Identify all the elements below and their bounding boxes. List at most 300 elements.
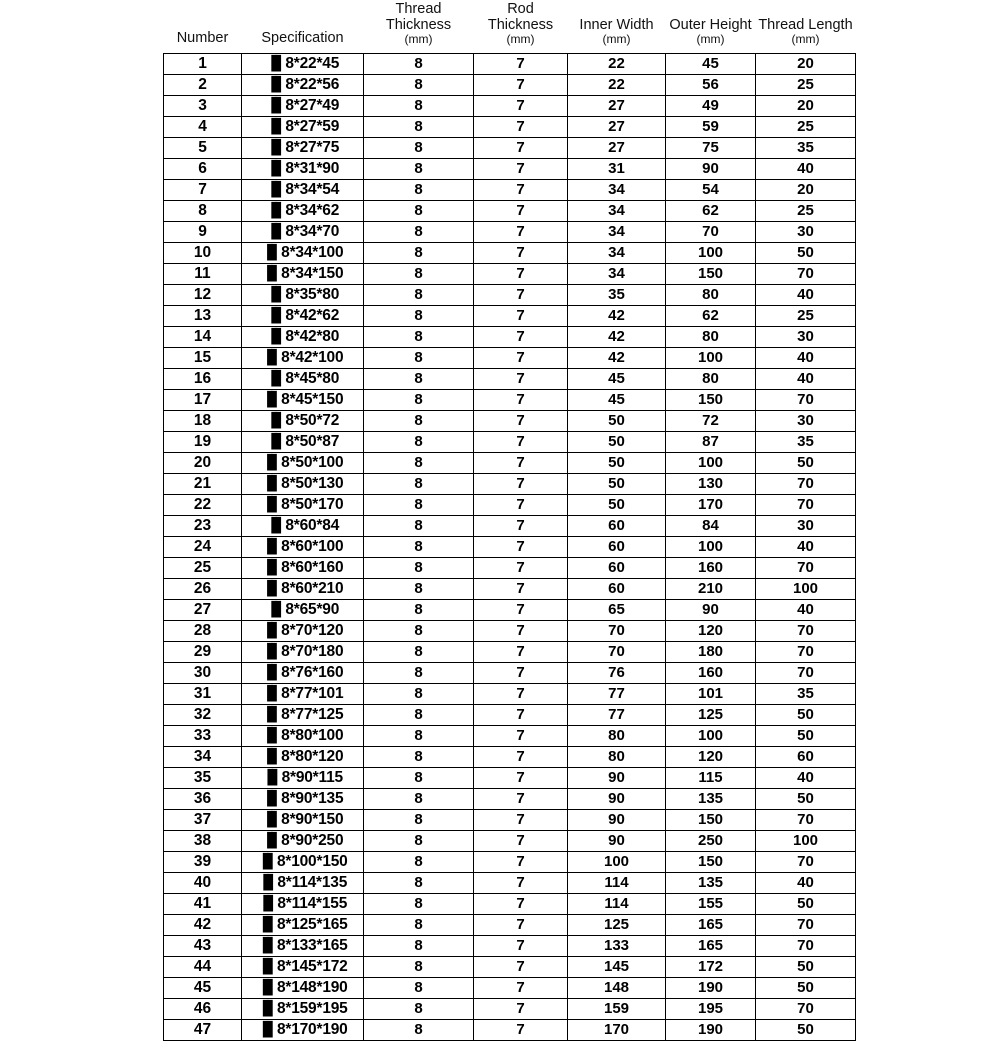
cell-specification [242,221,364,242]
cell-specification-text: 8*133*165 [276,936,348,954]
cell-outer-height: 160 [666,662,756,683]
clamp-icon: ▐▌ [261,622,282,639]
cell-rod-thickness: 7 [474,368,568,389]
cell-inner-width: 65 [568,599,666,620]
cell-specification [242,725,364,746]
clamp-icon: ▐▌ [261,727,282,744]
cell-specification-text: 8*125*165 [276,915,348,933]
cell-thread-thickness: 8 [364,641,474,662]
cell-rod-thickness: 7 [474,704,568,725]
cell-inner-width: 70 [568,641,666,662]
cell-thread-thickness: 8 [364,662,474,683]
cell-thread-length: 100 [756,578,856,599]
cell-thread-length: 100 [756,830,856,851]
cell-thread-length: 70 [756,557,856,578]
cell-thread-thickness: 8 [364,263,474,284]
clamp-icon: ▐▌ [257,916,277,933]
cell-thread-length: 50 [756,956,856,977]
cell-specification-text: 8*70*120 [281,621,344,639]
cell-thread-thickness: 8 [364,599,474,620]
cell-rod-thickness: 7 [474,935,568,956]
column-header-inner-width-unit: (mm) [602,32,631,47]
cell-specification [242,368,364,389]
cell-thread-thickness: 8 [364,326,474,347]
cell-specification-text: 8*60*100 [281,537,344,555]
clamp-icon: ▐▌ [261,559,282,576]
column-header-specification-label: Specification [261,29,344,46]
cell-number: 11 [164,263,242,284]
cell-specification [242,452,364,473]
cell-outer-height: 75 [666,137,756,158]
cell-inner-width: 34 [568,221,666,242]
cell-thread-length: 30 [756,515,856,536]
cell-outer-height: 100 [666,242,756,263]
table-row [164,494,856,515]
cell-number: 15 [164,347,242,368]
cell-rod-thickness: 7 [474,809,568,830]
cell-outer-height: 100 [666,347,756,368]
cell-number: 6 [164,158,242,179]
cell-specification [242,200,364,221]
clamp-icon: ▐▌ [261,349,282,366]
cell-rod-thickness: 7 [474,977,568,998]
cell-outer-height: 150 [666,263,756,284]
specification-table [163,0,856,1041]
cell-number: 16 [164,368,242,389]
cell-rod-thickness: 7 [474,137,568,158]
cell-number: 18 [164,410,242,431]
cell-specification-text: 8*145*172 [276,957,348,975]
cell-thread-thickness: 8 [364,179,474,200]
cell-specification [242,830,364,851]
cell-number: 26 [164,578,242,599]
clamp-icon: ▐▌ [265,223,286,240]
cell-rod-thickness: 7 [474,620,568,641]
clamp-icon: ▐▌ [257,937,277,954]
cell-inner-width: 60 [568,557,666,578]
cell-thread-length: 70 [756,620,856,641]
cell-outer-height: 190 [666,977,756,998]
clamp-icon: ▐▌ [265,370,286,387]
cell-thread-thickness: 8 [364,809,474,830]
cell-rod-thickness: 7 [474,284,568,305]
cell-thread-length: 70 [756,914,856,935]
cell-specification-text: 8*27*49 [285,96,340,114]
cell-thread-length: 25 [756,200,856,221]
table-row [164,998,856,1019]
clamp-icon: ▐▌ [265,139,286,156]
cell-rod-thickness: 7 [474,788,568,809]
cell-inner-width: 90 [568,788,666,809]
cell-specification [242,788,364,809]
cell-inner-width: 170 [568,1019,666,1040]
cell-inner-width: 45 [568,389,666,410]
cell-thread-length: 20 [756,179,856,200]
table-row [164,767,856,788]
cell-inner-width: 31 [568,158,666,179]
cell-inner-width: 34 [568,200,666,221]
table-row [164,53,856,74]
cell-thread-thickness: 8 [364,158,474,179]
clamp-icon: ▐▌ [265,286,286,303]
cell-specification-text: 8*60*160 [281,558,344,576]
cell-thread-length: 50 [756,242,856,263]
cell-thread-thickness: 8 [364,536,474,557]
cell-number: 37 [164,809,242,830]
cell-outer-height: 165 [666,914,756,935]
table-row [164,158,856,179]
cell-outer-height: 62 [666,200,756,221]
cell-inner-width: 50 [568,473,666,494]
cell-outer-height: 100 [666,452,756,473]
cell-thread-thickness: 8 [364,767,474,788]
table-row [164,452,856,473]
cell-inner-width: 159 [568,998,666,1019]
cell-thread-thickness: 8 [364,74,474,95]
cell-outer-height: 210 [666,578,756,599]
cell-rod-thickness: 7 [474,116,568,137]
cell-number: 1 [164,53,242,74]
cell-inner-width: 42 [568,305,666,326]
table-row [164,557,856,578]
cell-thread-length: 25 [756,305,856,326]
cell-rod-thickness: 7 [474,767,568,788]
cell-specification-text: 8*114*135 [277,873,348,891]
cell-specification [242,767,364,788]
cell-inner-width: 80 [568,725,666,746]
cell-specification [242,347,364,368]
column-header-thread-thickness-unit: (mm) [404,32,433,47]
cell-specification-text: 8*31*90 [285,159,340,177]
cell-inner-width: 35 [568,284,666,305]
cell-rod-thickness: 7 [474,326,568,347]
cell-number: 25 [164,557,242,578]
cell-rod-thickness: 7 [474,746,568,767]
cell-specification-text: 8*60*210 [281,579,344,597]
cell-rod-thickness: 7 [474,557,568,578]
cell-specification [242,893,364,914]
clamp-icon: ▐▌ [261,685,282,702]
cell-specification [242,326,364,347]
cell-rod-thickness: 7 [474,998,568,1019]
cell-inner-width: 114 [568,872,666,893]
cell-number: 5 [164,137,242,158]
cell-inner-width: 148 [568,977,666,998]
clamp-icon: ▐▌ [265,76,286,93]
cell-number: 32 [164,704,242,725]
cell-rod-thickness: 7 [474,872,568,893]
cell-number: 44 [164,956,242,977]
cell-thread-thickness: 8 [364,452,474,473]
clamp-icon: ▐▌ [261,391,282,408]
cell-specification [242,242,364,263]
cell-specification-text: 8*90*250 [281,831,344,849]
cell-outer-height: 120 [666,746,756,767]
cell-number: 20 [164,452,242,473]
cell-specification [242,263,364,284]
cell-specification [242,305,364,326]
cell-specification [242,851,364,872]
cell-number: 3 [164,95,242,116]
cell-rod-thickness: 7 [474,242,568,263]
cell-inner-width: 50 [568,431,666,452]
cell-outer-height: 54 [666,179,756,200]
cell-thread-length: 20 [756,53,856,74]
cell-thread-length: 40 [756,284,856,305]
clamp-icon: ▐▌ [257,1000,277,1017]
column-header-outer-height-label: Outer Height [669,16,752,33]
cell-inner-width: 34 [568,263,666,284]
cell-inner-width: 50 [568,494,666,515]
cell-inner-width: 70 [568,620,666,641]
cell-specification-text: 8*42*100 [281,348,344,366]
cell-thread-thickness: 8 [364,368,474,389]
cell-specification-text: 8*90*115 [281,768,343,786]
cell-outer-height: 62 [666,305,756,326]
cell-thread-thickness: 8 [364,431,474,452]
cell-specification [242,74,364,95]
table-row [164,389,856,410]
cell-specification-text: 8*22*45 [285,54,340,72]
cell-number: 36 [164,788,242,809]
cell-inner-width: 27 [568,116,666,137]
cell-outer-height: 80 [666,284,756,305]
cell-specification-text: 8*50*87 [285,432,340,450]
cell-number: 4 [164,116,242,137]
cell-inner-width: 22 [568,53,666,74]
cell-specification [242,53,364,74]
cell-specification [242,116,364,137]
cell-inner-width: 114 [568,893,666,914]
cell-specification-text: 8*34*100 [281,243,344,261]
clamp-icon: ▐▌ [265,601,286,618]
cell-thread-length: 50 [756,704,856,725]
cell-thread-length: 50 [756,1019,856,1040]
cell-number: 47 [164,1019,242,1040]
cell-outer-height: 101 [666,683,756,704]
cell-inner-width: 90 [568,830,666,851]
cell-thread-thickness: 8 [364,116,474,137]
cell-rod-thickness: 7 [474,95,568,116]
cell-thread-length: 50 [756,893,856,914]
table-row [164,620,856,641]
column-header-thread-thickness-label: Thread Thickness [385,1,452,33]
cell-outer-height: 180 [666,641,756,662]
table-row [164,956,856,977]
cell-thread-length: 70 [756,998,856,1019]
clamp-icon: ▐▌ [261,790,282,807]
cell-rod-thickness: 7 [474,956,568,977]
cell-thread-length: 40 [756,158,856,179]
cell-rod-thickness: 7 [474,515,568,536]
cell-specification-text: 8*34*150 [281,264,344,282]
column-header-rod-thickness-label: Rod Thickness [487,1,554,33]
cell-rod-thickness: 7 [474,200,568,221]
clamp-icon: ▐▌ [265,412,286,429]
column-header-thread-length [756,0,856,53]
cell-specification-text: 8*80*120 [281,747,344,765]
cell-rod-thickness: 7 [474,305,568,326]
table-header-row [164,0,856,53]
cell-specification-text: 8*42*62 [285,306,340,324]
cell-rod-thickness: 7 [474,536,568,557]
cell-rod-thickness: 7 [474,347,568,368]
cell-specification-text: 8*27*59 [285,117,340,135]
cell-rod-thickness: 7 [474,662,568,683]
cell-inner-width: 50 [568,452,666,473]
table-row [164,95,856,116]
cell-inner-width: 34 [568,179,666,200]
cell-thread-length: 70 [756,389,856,410]
column-header-thread-length-label: Thread Length [758,16,853,33]
cell-inner-width: 60 [568,536,666,557]
cell-rod-thickness: 7 [474,221,568,242]
cell-thread-length: 25 [756,116,856,137]
cell-specification-text: 8*50*72 [285,411,340,429]
cell-specification [242,95,364,116]
cell-outer-height: 80 [666,368,756,389]
clamp-icon: ▐▌ [261,496,282,513]
cell-specification-text: 8*90*135 [281,789,344,807]
cell-rod-thickness: 7 [474,914,568,935]
cell-thread-thickness: 8 [364,935,474,956]
cell-outer-height: 135 [666,872,756,893]
clamp-icon: ▐▌ [257,1021,277,1038]
table-row [164,704,856,725]
column-header-outer-height [666,0,756,53]
cell-thread-thickness: 8 [364,893,474,914]
cell-number: 35 [164,767,242,788]
column-header-outer-height-unit: (mm) [696,32,725,47]
cell-thread-thickness: 8 [364,578,474,599]
clamp-icon: ▐▌ [261,748,282,765]
cell-number: 34 [164,746,242,767]
cell-specification [242,704,364,725]
cell-specification [242,683,364,704]
cell-inner-width: 80 [568,746,666,767]
column-header-number-label: Number [176,29,229,46]
cell-thread-length: 40 [756,767,856,788]
cell-outer-height: 130 [666,473,756,494]
cell-outer-height: 84 [666,515,756,536]
table-row [164,725,856,746]
cell-outer-height: 90 [666,158,756,179]
cell-thread-thickness: 8 [364,95,474,116]
cell-specification-text: 8*148*190 [276,978,348,996]
cell-thread-thickness: 8 [364,830,474,851]
cell-thread-thickness: 8 [364,998,474,1019]
table-row [164,662,856,683]
table-row [164,914,856,935]
cell-specification [242,473,364,494]
cell-thread-thickness: 8 [364,851,474,872]
cell-number: 13 [164,305,242,326]
clamp-icon: ▐▌ [261,580,282,597]
cell-rod-thickness: 7 [474,494,568,515]
clamp-icon: ▐▌ [265,181,286,198]
clamp-icon: ▐▌ [261,811,282,828]
cell-rod-thickness: 7 [474,263,568,284]
clamp-icon: ▐▌ [257,958,277,975]
cell-thread-thickness: 8 [364,788,474,809]
table-row [164,431,856,452]
cell-outer-height: 80 [666,326,756,347]
cell-specification-text: 8*27*75 [285,138,340,156]
cell-rod-thickness: 7 [474,158,568,179]
cell-thread-length: 35 [756,683,856,704]
cell-thread-length: 35 [756,137,856,158]
cell-number: 46 [164,998,242,1019]
cell-thread-length: 40 [756,599,856,620]
cell-specification-text: 8*50*130 [281,474,344,492]
cell-inner-width: 27 [568,137,666,158]
cell-rod-thickness: 7 [474,452,568,473]
table-row [164,641,856,662]
cell-rod-thickness: 7 [474,74,568,95]
cell-thread-thickness: 8 [364,389,474,410]
cell-number: 23 [164,515,242,536]
cell-rod-thickness: 7 [474,578,568,599]
cell-number: 8 [164,200,242,221]
table-row [164,935,856,956]
cell-specification-text: 8*34*62 [285,201,340,219]
cell-specification-text: 8*35*80 [285,285,340,303]
cell-specification [242,137,364,158]
cell-rod-thickness: 7 [474,389,568,410]
cell-number: 39 [164,851,242,872]
cell-outer-height: 170 [666,494,756,515]
cell-specification-text: 8*70*180 [281,642,344,660]
cell-specification [242,410,364,431]
cell-specification-text: 8*90*150 [281,810,344,828]
cell-specification [242,914,364,935]
column-header-thread-thickness [364,0,474,53]
cell-outer-height: 135 [666,788,756,809]
cell-outer-height: 150 [666,851,756,872]
table-row [164,872,856,893]
cell-thread-length: 50 [756,725,856,746]
table-row [164,410,856,431]
clamp-icon: ▐▌ [257,979,277,996]
cell-thread-length: 30 [756,326,856,347]
cell-specification-text: 8*22*56 [285,75,340,93]
cell-outer-height: 90 [666,599,756,620]
cell-outer-height: 59 [666,116,756,137]
cell-specification-text: 8*76*160 [281,663,344,681]
cell-thread-thickness: 8 [364,221,474,242]
column-header-specification [242,0,364,53]
cell-number: 12 [164,284,242,305]
cell-number: 14 [164,326,242,347]
cell-inner-width: 90 [568,809,666,830]
cell-specification [242,179,364,200]
cell-number: 42 [164,914,242,935]
cell-number: 41 [164,893,242,914]
cell-number: 38 [164,830,242,851]
cell-specification-text: 8*60*84 [285,516,340,534]
column-header-inner-width-label: Inner Width [579,16,654,33]
table-row [164,137,856,158]
cell-thread-length: 70 [756,494,856,515]
cell-thread-thickness: 8 [364,305,474,326]
table-row [164,326,856,347]
cell-thread-length: 40 [756,347,856,368]
cell-outer-height: 100 [666,536,756,557]
cell-outer-height: 250 [666,830,756,851]
column-header-rod-thickness-unit: (mm) [506,32,535,47]
table-row [164,116,856,137]
table-row [164,284,856,305]
